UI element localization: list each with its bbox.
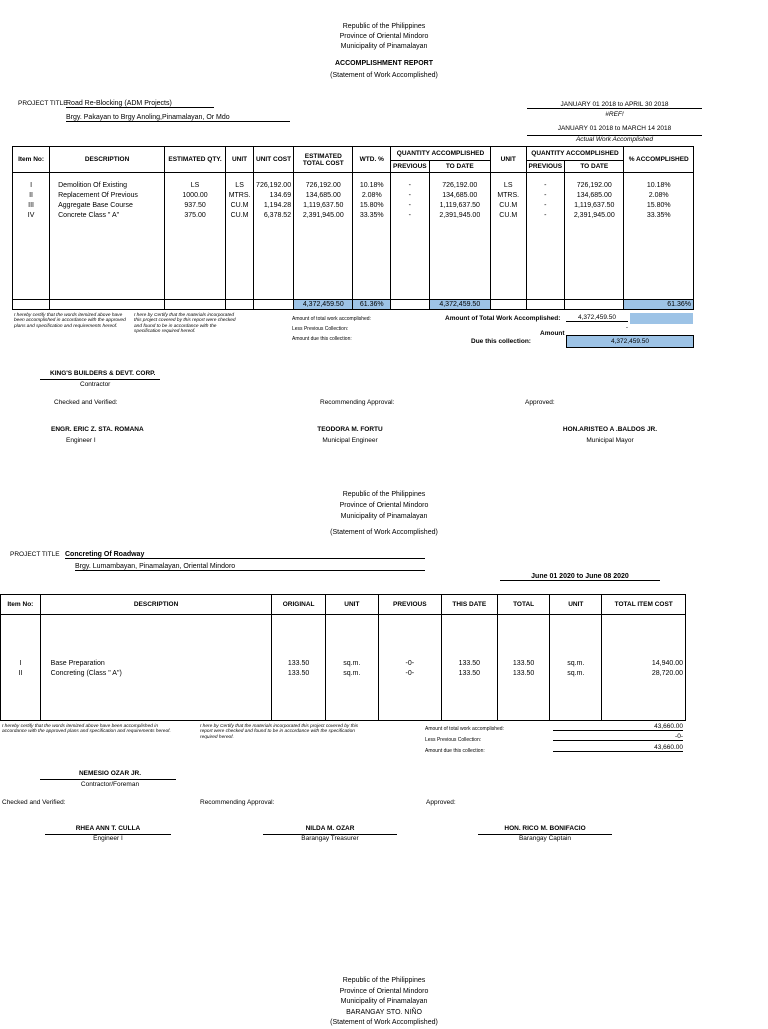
col-description: DESCRIPTION [40,595,272,615]
table-cell: CU.M [230,202,249,209]
signatory-1-role: Engineer I [93,835,123,842]
header-line: Republic of the Philippines [342,23,426,30]
table-cell: 134,685.00 [576,192,612,199]
table-cell: - [408,212,412,219]
signatory-3-role: Barangay Captain [518,835,572,842]
table-cell: 33.35% [359,212,384,219]
col-original: ORIGINAL [272,595,325,615]
work-table [0,594,686,721]
table-cell: 375.00 [184,212,206,219]
header-line: Municipality of Pinamalayan [340,998,428,1005]
header-line: Province of Oriental Mindoro [339,502,429,509]
table-cell: 2,391,945.00 [573,212,615,219]
amount-total-value: 4,372,459.50 [566,314,628,322]
table-cell: Aggregate Base Course [58,202,133,209]
header-line: Municipality of Pinamalayan [340,43,428,50]
table-cell: 2,391,945.00 [302,212,344,219]
table-cell: 1,119,637.50 [439,202,480,209]
col-qty-accomplished-2: QUANTITY ACCOMPLISHED [526,147,624,161]
amount-word: Amount [540,330,565,337]
table-cell: 133.50 [287,660,310,667]
certification-1: I hereby certify that the words itemized above have been accomplished in accordance with the approved plans and specification and requirements hereof. [14,313,126,329]
table-cell: - [544,212,547,219]
table-cell: 2,391,945.00 [439,212,481,219]
table-cell: LS [503,182,513,189]
previous-values [378,615,441,721]
units-2 [550,615,602,721]
project-name: Road Re-Blocking (ADM Projects) [66,100,214,108]
amount-label: Amount of total work accomplished: [425,726,504,732]
report-subtitle: (Statement of Work Accomplished) [330,529,438,536]
amount-label: Less Previous Collection: [425,737,482,743]
table-cell: 134,685.00 [442,192,478,199]
col-total-cost: TOTAL ITEM COST [602,595,686,615]
col-unit-2: UNIT [490,147,526,173]
col-to-date-2: TO DATE [565,161,624,173]
certification-2: I here by Certify that the materials incorporated this project covered by this report were checked and found to be in accordance with the specification required hereof. [200,724,359,740]
table-cell: 28,720.00 [651,670,683,677]
col-qty-accomplished: QUANTITY ACCOMPLISHED [391,147,491,161]
col-est-qty: ESTIMATED QTY. [165,147,226,173]
col-pct-accomplished: % ACCOMPLISHED [624,147,694,173]
header-line: Province of Oriental Mindoro [339,987,429,995]
col-this-date: THIS DATE [441,595,497,615]
contractor-name: KING'S BUILDERS & DEVT. CORP. [50,370,156,377]
previous-values [391,173,430,300]
descriptions [40,615,272,721]
amount-label: Amount of total work accomplished: [292,316,371,322]
certification-2: I here by Certify that the materials incorporated this project covered by this report were checked and found to be in accordance with the specification required hereof. [134,313,236,335]
table-cell: 726,192.00 [305,182,341,189]
item-costs [602,615,686,721]
amount-total-value: 43,660.00 [553,723,683,731]
table-cell: 2.08% [648,192,669,199]
table-cell: I [19,660,22,667]
table-cell: 2.08% [361,192,382,199]
table-cell: MTRS. [497,192,520,199]
highlight-cell [630,313,693,324]
table-cell: sq.m. [567,670,585,677]
header-line: Province of Oriental Mindoro [339,33,429,40]
project-name: Concreting Of Roadway [65,551,425,559]
due-value: 4,372,459.50 [566,335,694,348]
weights [353,173,391,300]
signatory-3-name: HON. RICO M. BONIFACIO [504,825,586,832]
table-cell: 1000.00 [182,192,208,199]
report-title: ACCOMPLISHMENT REPORT [335,60,433,67]
col-total: TOTAL [498,595,550,615]
approved-label: Approved: [525,399,555,406]
to-date-values [429,173,490,300]
table-cell: 133.50 [287,670,310,677]
table-cell: 134,685.00 [305,192,341,199]
col-previous: PREVIOUS [378,595,441,615]
table-cell: 10.18% [359,182,384,189]
est-totals [294,173,353,300]
project-location: Brgy. Lumambayan, Pinamalayan, Oriental Mindoro [75,563,425,571]
table-cell: sq.m. [343,670,361,677]
table-body-row [1,615,686,721]
item-numbers [1,615,41,721]
table-cell: CU.M [230,212,249,219]
table-cell: 10.18% [646,182,671,189]
report-period: JANUARY 01 2018 to APRIL 30 2018 [527,101,702,109]
table-cell: sq.m. [567,660,585,667]
signatory-1-name: RHEA ANN T. CULLA [75,825,141,832]
amount-prev-value: -0- [553,733,683,741]
header-line: Republic of the Philippines [342,977,426,984]
col-to-date: TO DATE [429,161,490,173]
table-cell: IV [27,212,35,219]
unit-costs [254,173,294,300]
header-line: BARANGAY STO. NIÑO [346,1008,422,1016]
table-cell: 133.50 [458,670,481,677]
table-cell: 33.35% [646,212,671,219]
certification-1: I hereby certify that the words itemized above have been accomplished in accordance with the approved plans and specification and requirements hereof. [2,724,171,735]
table-cell: - [408,182,412,189]
units-2 [490,173,526,300]
table-cell: - [408,202,412,209]
signature-line [40,779,176,780]
table-cell: 14,940.00 [651,660,683,667]
accomplishment-table [12,146,694,310]
report3-header [234,976,534,1029]
report-subtitle: (Statement of Work Accomplished) [330,72,438,79]
table-cell: - [544,202,547,209]
signatory-2-name: NILDA M. OZAR [305,825,355,832]
table-cell: 133.50 [458,660,481,667]
small-amount-labels [292,314,371,344]
table-body-row [13,173,694,300]
amount-total-label: Amount of Total Work Accomplished: [445,315,561,322]
table-cell: 15.80% [359,202,384,209]
table-cell: 6,378.52 [263,212,292,219]
pct-values [624,173,694,300]
signatory-3-name: HON.ARISTEO A .BALDOS JR. [562,426,658,433]
table-cell: 133.50 [512,670,535,677]
col-unit-2: UNIT [550,595,602,615]
signatory-1-name: ENGR. ERIC Z. STA. ROMANA [51,426,144,433]
ref-error: #REF! [605,111,624,118]
recommending-label: Recommending Approval: [200,799,275,806]
col-unit-cost: UNIT COST [254,147,294,173]
original-values [272,615,325,721]
contractor-name: NEMESIO OZAR JR. [78,770,142,777]
table-cell: 134.69 [269,192,292,199]
table-cell: Demolition Of Existing [58,182,127,189]
col-previous-2: PREVIOUS [526,161,565,173]
table-cell: 1,119,637.50 [574,202,615,209]
table-cell: I [30,182,33,189]
report1-header [234,22,534,52]
signatory-2-role: Barangay Treasurer [301,835,359,842]
amount-label: Amount due this collection: [425,748,485,754]
col-previous: PREVIOUS [391,161,430,173]
col-est-total: ESTIMATED TOTAL COST [294,147,353,173]
item-numbers [13,173,50,300]
table-cell: - [544,192,547,199]
table-cell: Concrete Class " A" [58,212,120,219]
table-cell: 726,192.00 [442,182,478,189]
table-cell: Concreting (Class " A") [50,670,122,677]
units [226,173,254,300]
table-cell: LS [190,182,200,189]
col-item-no: Item No: [13,147,50,173]
actual-work-label: Actual Work Accomplished [527,135,702,143]
table-cell: III [28,202,34,209]
table-cell: 726,192.00 [256,182,292,189]
total-est-cost: 4,372,459.50 [294,300,353,310]
table-cell: 937.50 [184,202,206,209]
recommending-label: Recommending Approval: [320,399,395,406]
due-label: Due this collection: [471,338,531,345]
table-cell: 133.50 [512,660,535,667]
table-cell: - [544,182,547,189]
signatory-3-role: Municipal Mayor [586,437,634,444]
col-wtd: WTD. % [353,147,391,173]
signatory-2-name: TEODORA M. FORTU [317,426,383,433]
col-description: DESCRIPTION [50,147,165,173]
contractor-role: Contractor [80,381,111,388]
table-cell: -0- [405,660,415,667]
to-date-values-2 [565,173,624,300]
signatory-1-role: Engineer I [66,437,96,444]
signatory-2-role: Municipal Engineer [322,437,378,444]
project-location: Brgy. Pakayan to Brgy Anoling,Pinamalayan, Or Mdo [66,114,290,122]
table-cell: 726,192.00 [576,182,612,189]
project-title-label: PROJECT TITLE [10,551,60,558]
table-cell: 1,119,637.50 [303,202,344,209]
previous-values-2 [526,173,565,300]
header-line: Municipality of Pinamalayan [340,513,428,520]
signature-line [40,379,160,380]
table-cell: II [18,670,23,677]
table-cell: CU.M [499,212,518,219]
table-cell: LS [235,182,244,189]
col-item-no: Item No: [1,595,41,615]
table-cell: MTRS. [228,192,251,199]
table-cell: Replacement Of Previous [58,192,138,199]
checked-label: Checked and Verified: [54,399,118,406]
project-title-label: PROJECT TITLE [18,100,68,107]
units [325,615,378,721]
table-cell: Base Preparation [50,660,105,667]
col-unit: UNIT [325,595,378,615]
est-quantities [165,173,226,300]
table-cell: CU.M [499,202,518,209]
report-period: June 01 2020 to June 08 2020 [500,573,660,581]
table-cell: 1,194.28 [263,202,292,209]
table-cell: 15.80% [646,202,671,209]
total-wtd: 61.36% [353,300,391,310]
amount-prev-value: - [625,324,628,331]
total-values [498,615,550,721]
report-subtitle: (Statement of Work Accomplished) [330,1019,438,1026]
due-value: 43,660.00 [553,744,683,752]
header-line: Republic of the Philippines [342,491,426,498]
small-amount-labels [425,724,504,757]
col-unit: UNIT [226,147,254,173]
descriptions [50,173,165,300]
table-cell: II [29,192,33,199]
table-cell: -0- [405,670,415,677]
amount-label: Less Previous Collection: [292,326,349,332]
report-period-2: JANUARY 01 2018 to MARCH 14 2018 [557,125,672,132]
total-pct: 61.36% [624,300,694,310]
total-to-date: 4,372,459.50 [429,300,490,310]
table-cell: - [408,192,412,199]
contractor-role: Contractor/Foreman [80,781,140,788]
amount-label: Amount due this collection: [292,336,352,342]
report2-header [234,489,534,522]
table-cell: sq.m. [343,660,361,667]
approved-label: Approved: [426,799,456,806]
totals-row [13,300,694,310]
this-date-values [441,615,497,721]
checked-label: Checked and Verified: [2,799,66,806]
